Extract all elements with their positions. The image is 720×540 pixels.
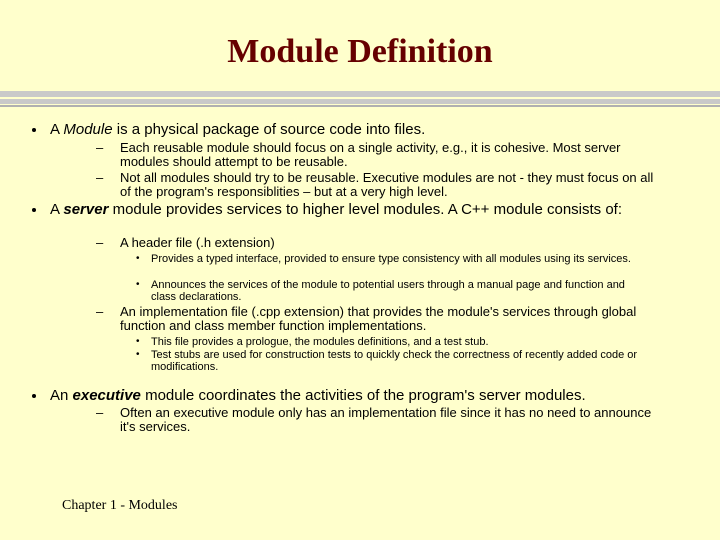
bullet-dot-icon: • — [136, 336, 140, 347]
bullet-dot-icon: • — [136, 279, 140, 290]
slide-title: Module Definition — [227, 33, 493, 70]
title-divider — [0, 91, 720, 97]
title-divider-secondary — [0, 99, 720, 104]
sub-bullet-not-reusable: – Not all modules should try to be reusable. Executive modules are not - they must focus on all of the program's responsiblities – but at a very high level. — [96, 170, 654, 199]
bullet-dot-icon — [32, 208, 36, 212]
item-prologue: • This file provides a prologue, the modules definitions, and a test stub. — [136, 336, 489, 348]
dash-icon: – — [96, 140, 104, 155]
item-test-stubs: • Test stubs are used for construction tests to quickly check the correctness of recently added code or modifications. — [136, 349, 638, 373]
sub-bullet-cohesive: – Each reusable module should focus on a single activity, e.g., it is cohesive. Most server modules should attempt to be reusable. — [96, 140, 621, 169]
dash-icon: – — [96, 405, 104, 420]
bullet-server-module: A server module provides services to higher level modules. A C++ module consists of: — [50, 202, 660, 218]
bullet-dot-icon: • — [136, 349, 140, 360]
dash-icon: – — [96, 170, 104, 185]
item-typed-interface: • Provides a typed interface, provided to ensure type consistency with all modules using its services. — [136, 253, 631, 265]
term-module: Module — [63, 121, 113, 138]
title-divider-shadow — [0, 105, 720, 107]
bullet-dot-icon: • — [136, 253, 140, 264]
sub-bullet-implementation-file: – An implementation file (.cpp extension) that provides the module's services through global function and class member function implementations. — [96, 304, 637, 333]
term-executive: executive — [72, 387, 141, 404]
item-announces-services: • Announces the services of the module to potential users through a manual page and function and class declarations. — [136, 279, 625, 303]
bullet-dot-icon — [32, 128, 36, 132]
dash-icon: – — [96, 304, 104, 319]
bullet-module: A Module is a physical package of source code into files. — [50, 122, 660, 138]
bullet-executive-module: An executive module coordinates the activities of the program's server modules. — [50, 388, 660, 404]
term-server: server — [63, 201, 109, 218]
bullet-dot-icon — [32, 394, 36, 398]
sub-bullet-implementation-only: – Often an executive module only has an implementation file since it has no need to announce it's services. — [96, 405, 652, 434]
sub-bullet-header-file: – A header file (.h extension) — [96, 235, 275, 250]
dash-icon: – — [96, 235, 104, 250]
slide-footer: Chapter 1 - Modules — [62, 498, 178, 513]
